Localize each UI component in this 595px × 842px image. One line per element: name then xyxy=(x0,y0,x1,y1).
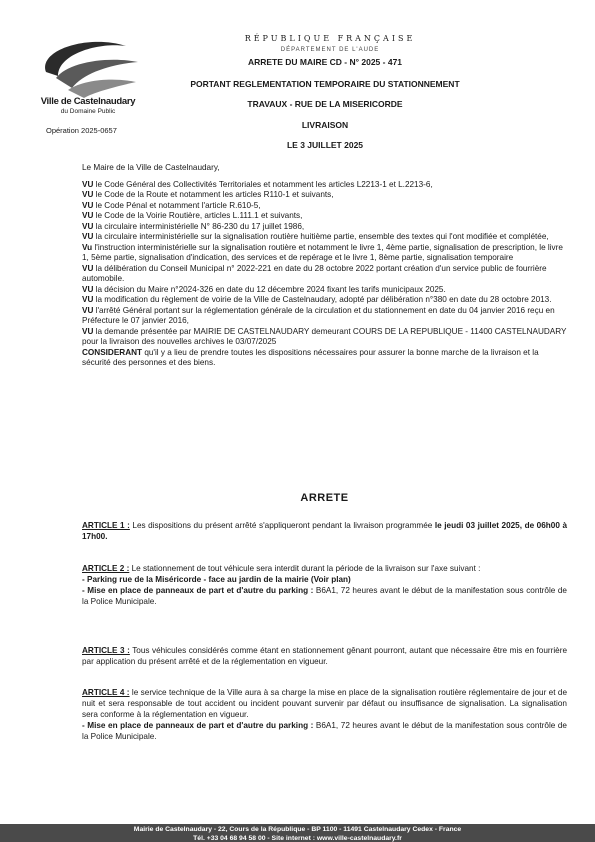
vu-item: VU la demande présentée par MAIRIE DE CASTELNAUDARY demeurant COURS DE LA REPUBLIQUE - 11400 CASTELNAUDARY pour la livraison des nouvelles archives le 03/07/2025 xyxy=(82,326,567,346)
vu-item: VU la modification du règlement de voirie de la Ville de Castelnaudary, adopté par délibération n°380 en date du 28 octobre 2013. xyxy=(82,295,552,304)
preamble xyxy=(82,163,567,369)
vu-item: VU la décision du Maire n°2024-326 en date du 12 décembre 2024 fixant les tarifs municipaux 2025. xyxy=(82,284,446,294)
article-4: ARTICLE 4 : le service technique de la Ville aura à sa charge la mise en place de la signalisation routière réglementaire de jour et de nuit et sera responsable de tout accident ou incident pouvant survenir par défaut ou insuffisance de signalisation. La signalisation sera conforme à la réglementation en vigueur. - Mise en place de panneaux de part et d'autre du parking : B6A1, 72 heures avant le début de la manifestation sous contrôle de la Police Municipale. xyxy=(82,688,567,741)
article-3: ARTICLE 3 : Tous véhicules considérés comme étant en stationnement gênant pourront, autant que nécessaire être mis en fourrière par application du présent arrêté et de la réglementation en vigueur. xyxy=(82,646,568,666)
footer-contact: Tél. +33 04 68 94 58 00 - Site internet : www.ville-castelnaudary.fr xyxy=(193,835,402,842)
vu-item: VU la délibération du Conseil Municipal n° 2022-221 en date du 28 octobre 2022 portant création d'un service public de fourrière automobile. xyxy=(82,263,547,283)
considerant-item: CONSIDERANT qu'il y a lieu de prendre toutes les dispositions nécessaires pour assurer la bonne marche de la livraison et la sécurité des personnes et des biens. xyxy=(82,347,539,367)
logo-subtitle: du Domaine Public xyxy=(60,108,116,115)
arrete-number: ARRETE DU MAIRE CD - N° 2025 - 471 xyxy=(247,57,403,67)
arrete-type: LIVRAISON xyxy=(301,120,349,130)
vu-item: VU le Code Pénal et notamment l'article R.610-5, xyxy=(82,200,261,210)
article-2-label: ARTICLE 2 : xyxy=(82,564,130,573)
vu-item: VU le Code de la Voirie Routière, articles L.111.1 et suivants, xyxy=(82,211,303,220)
arrete-works: TRAVAUX - RUE DE LA MISERICORDE xyxy=(247,99,403,109)
republique-francaise: RÉPUBLIQUE FRANÇAISE xyxy=(244,34,416,43)
vu-item: Vu l'instruction interministérielle sur la signalisation routière et notamment le livre 1, 4ème partie, signalisation de prescription, le livre 1, 5ème partie, signalisation d'indication, des services et de repérage et le livre 1, 8ème partie, signalisation temporaire xyxy=(82,242,563,262)
article-1-label: ARTICLE 1 : xyxy=(82,521,130,530)
arrete-heading: ARRETE xyxy=(300,492,349,504)
article-2: ARTICLE 2 : Le stationnement de tout véhicule sera interdit durant la période de la livraison sur l'axe suivant : - Parking rue de la Miséricorde - face au jardin de la mairie (Voir plan) - Mise en place de panneaux de part et d'autre du parking : B6A1, 72 heures avant le début de la manifestation sous contrôle de la Police Municipale. xyxy=(82,564,567,606)
article-2-item-1: - Parking rue de la Miséricorde - face au jardin de la mairie (Voir plan) xyxy=(82,575,351,584)
logo-city-name: Ville de Castelnaudary xyxy=(40,96,136,107)
footer-address: Mairie de Castelnaudary - 22, Cours de la République - BP 1100 - 11491 Castelnaudary Cedex - France xyxy=(133,826,462,833)
vu-item: VU le Code de la Route et notamment les articles R110-1 et suivants, xyxy=(82,190,334,199)
vu-item: VU la circulaire interministérielle N° 86-230 du 17 juillet 1986, xyxy=(82,221,305,231)
departement: DÉPARTEMENT DE L'AUDE xyxy=(280,47,380,53)
vu-item: VU le Code Général des Collectivités Territoriales et notamment les articles L2213-1 et L.2213-6, xyxy=(82,179,433,189)
arrete-subject: PORTANT REGLEMENTATION TEMPORAIRE DU STATIONNEMENT xyxy=(190,79,460,89)
operation-number: Opération 2025-0657 xyxy=(46,126,117,135)
article-3-label: ARTICLE 3 : xyxy=(82,646,130,655)
intro-line: Le Maire de la Ville de Castelnaudary, xyxy=(82,163,220,172)
vu-item: VU la circulaire interministérielle sur la signalisation routière huitième partie, ensemble des textes qui l'ont modifiée et complétée, xyxy=(82,232,549,241)
vu-item: VU l'arrêté Général portant sur la réglementation générale de la circulation et du stationnement en date du 04 janvier 2016 reçu en Préfecture le 07 janvier 2016, xyxy=(82,305,555,325)
arrete-date: LE 3 JUILLET 2025 xyxy=(286,140,364,150)
article-4-item-bold: - Mise en place de panneaux de part et d'autre du parking : xyxy=(82,721,314,730)
article-4-label: ARTICLE 4 : xyxy=(82,688,130,697)
article-1: ARTICLE 1 : Les dispositions du présent arrêté s'appliqueront pendant la livraison programmée le jeudi 03 juillet 2025, de 06h00 à 17h00. xyxy=(82,521,567,541)
castelnaudary-logo-icon xyxy=(28,32,148,102)
article-2-item-2-bold: - Mise en place de panneaux de part et d'autre du parking : xyxy=(82,586,314,595)
